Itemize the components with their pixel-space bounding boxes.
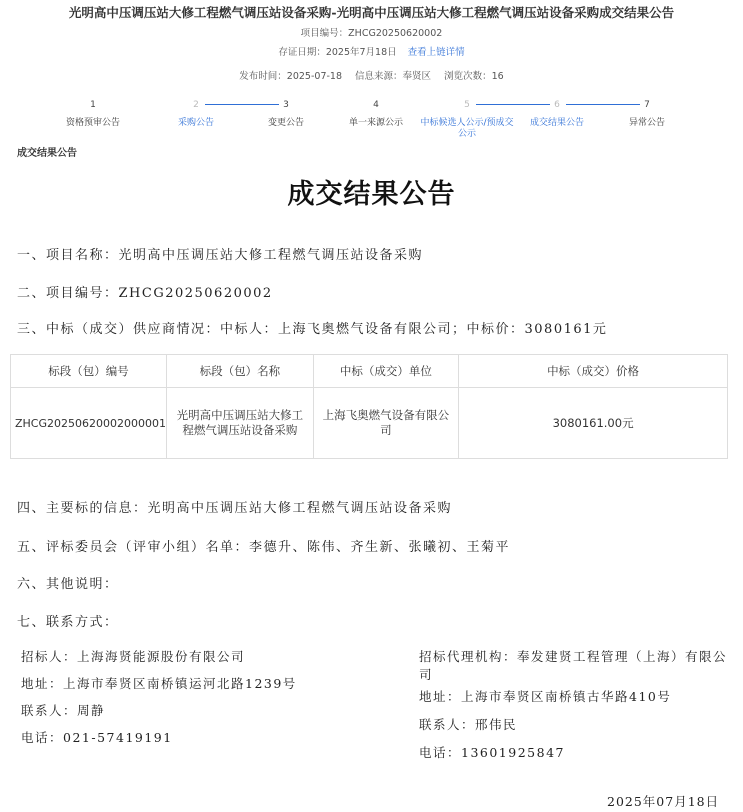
supplier-line: 三、中标（成交）供应商情况：中标人：上海飞奥燃气设备有限公司；中标价：3080161元 [17,322,608,337]
document-title: 成交结果公告 [287,179,456,210]
winner-cell: 上海飞奥燃气设备有限公司 [313,388,458,459]
section-tag: 成交结果公告 [17,148,77,159]
tenderer-contact [21,648,401,756]
table-row [11,388,728,459]
tenderer-phone: 电话：021-57419191 [21,730,173,745]
publish-meta [0,68,743,82]
lot-code-cell: ZHCG20250620002000001 [11,388,167,459]
deposit-date: 存证日期：2025年7月18日 [278,47,397,58]
step-label: 异常公告 [628,118,665,128]
tenderer-org: 招标人：上海海贤能源股份有限公司 [21,649,246,664]
table-header-row [11,355,728,388]
committee-line: 五、评标委员会（评审小组）名单：李德升、陈伟、齐生新、张曦初、王菊平 [17,540,511,555]
agency-contact [419,648,737,772]
publish-time: 发布时间：2025-07-18 [239,71,343,82]
step-number: 6 [554,100,560,110]
tenderer-address: 地址：上海市奉贤区南桥镇运河北路1239号 [21,676,297,691]
column-header: 标段（包）编号 [11,355,167,388]
column-header: 中标（成交）单位 [313,355,458,388]
step-label: 资格预审公告 [65,118,120,128]
project-number: 项目编号：ZHCG20250620002 [300,28,443,39]
sign-date: 2025年07月18日 [607,794,720,809]
agency-person: 联系人：邢伟民 [419,717,518,732]
step-label: 成交结果公告 [529,118,584,128]
step-number: 4 [373,100,379,110]
step-label: 变更公告 [267,118,304,128]
tenderer-person: 联系人：周静 [21,703,106,718]
deposit-info [0,44,743,58]
agency-org: 招标代理机构：奉发建贤工程管理（上海）有限公司 [419,649,728,682]
agency-address: 地址：上海市奉贤区南桥镇古华路410号 [419,689,672,704]
agency-phone: 电话：13601925847 [419,745,565,760]
step-number: 3 [283,100,289,110]
other-notes-line: 六、其他说明： [17,577,119,592]
process-steps [0,98,743,148]
step-label: 采购公告 [177,118,214,128]
page-title: 光明高中压调压站大修工程燃气调压站设备采购-光明高中压调压站大修工程燃气调压站设备采购成交结果公告 [68,5,675,20]
step-label: 中标候选人公示/预成交公示 [420,118,514,139]
step-label: 单一来源公示 [348,118,403,128]
project-number-line: 二、项目编号：ZHCG20250620002 [17,286,273,301]
lot-name-cell: 光明高中压调压站大修工程燃气调压站设备采购 [167,388,314,459]
column-header: 标段（包）名称 [167,355,314,388]
contact-heading: 七、联系方式： [17,615,119,630]
result-table [10,354,728,459]
step-number: 7 [644,100,650,110]
step-exception[interactable] [592,98,702,129]
step-number: 1 [90,100,96,110]
main-subject-line: 四、主要标的信息：光明高中压调压站大修工程燃气调压站设备采购 [17,501,453,516]
view-count: 浏览次数：16 [444,71,504,82]
price-cell: 3080161.00元 [459,388,728,459]
step-number: 5 [464,100,470,110]
chain-detail-link[interactable]: 查看上链详情 [407,47,465,58]
column-header: 中标（成交）价格 [459,355,728,388]
info-source: 信息来源：奉贤区 [355,71,432,82]
step-prequalification[interactable] [38,98,148,129]
step-number: 2 [193,100,199,110]
project-name-line: 一、项目名称：光明高中压调压站大修工程燃气调压站设备采购 [17,248,424,263]
